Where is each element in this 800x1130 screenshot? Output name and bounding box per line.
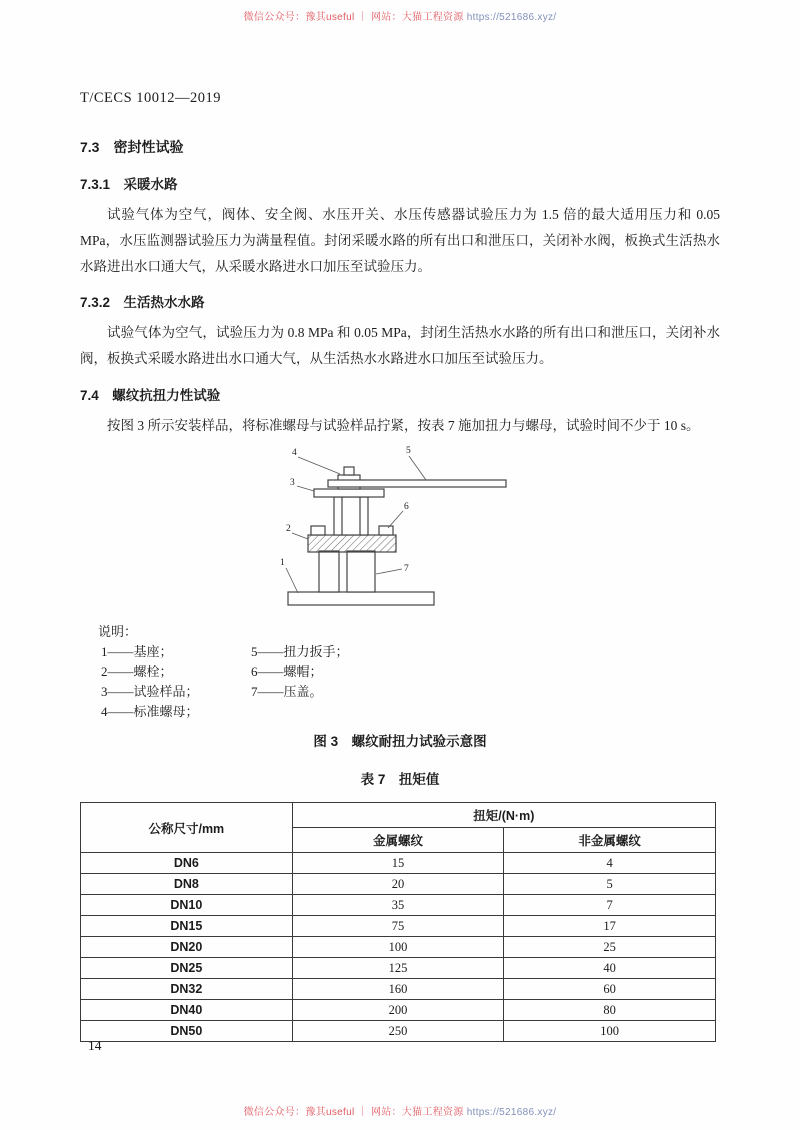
table-cell: 80: [504, 1000, 716, 1021]
table-row: [81, 916, 716, 937]
table-cell: 25: [504, 937, 716, 958]
callout-1: 1: [280, 558, 285, 568]
watermark-bottom: [0, 1103, 800, 1118]
col-header-torque-group: 扭矩/(N·m): [292, 803, 715, 828]
table-cell: 7: [504, 895, 716, 916]
paragraph-7-4: 按图 3 所示安装样品，将标准螺母与试验样品拧紧，按表 7 施加扭力与螺母，试验时间不少于 10 s。: [107, 418, 700, 433]
table-cell: DN15: [81, 916, 293, 937]
table-cell: DN50: [81, 1021, 293, 1042]
table-cell: 17: [504, 916, 716, 937]
figure-legend: [101, 642, 720, 722]
heading-7-3-2: 7.3.2 生活热水水路: [80, 295, 205, 310]
legend-title: 说明：: [98, 624, 138, 639]
col-header-metal-thread: 金属螺纹: [292, 828, 504, 853]
table-cell: 160: [292, 979, 504, 1000]
callout-5: 5: [406, 446, 411, 456]
table-cell: 250: [292, 1021, 504, 1042]
table-header-row: [81, 803, 716, 828]
table-cell: DN20: [81, 937, 293, 958]
col-header-nonmetal-thread: 非金属螺纹: [504, 828, 716, 853]
table-row: [81, 853, 716, 874]
legend-item: 6——螺帽；: [251, 664, 323, 679]
top-stub-shape: [344, 467, 354, 475]
watermark-link: https://521686.xyz/: [466, 12, 557, 23]
callout-2: 2: [286, 524, 291, 534]
heading-7-4: 7.4 螺纹抗扭力性试验: [80, 388, 221, 403]
table-cell: 5: [504, 874, 716, 895]
legend-item: 2——螺栓；: [101, 664, 173, 679]
table-cell: 125: [292, 958, 504, 979]
table-row: [81, 1021, 716, 1042]
leader-5: [409, 456, 426, 480]
clamp-band-shape: [308, 535, 396, 552]
table-row: [81, 979, 716, 1000]
table-cell: 40: [504, 958, 716, 979]
figure-3-diagram: [278, 441, 720, 618]
heading-7-3-1: 7.3.1 采暖水路: [80, 177, 178, 192]
table-cell: DN8: [81, 874, 293, 895]
watermark-text: 微信公众号：豫其useful ｜ 网站：大猫工程资源: [243, 12, 464, 23]
sample-flange-shape: [314, 489, 384, 497]
table-row: [81, 895, 716, 916]
leader-4: [298, 457, 340, 474]
leader-6: [388, 511, 403, 528]
leader-3: [297, 486, 314, 491]
torque-table: [80, 802, 716, 1042]
sample-body-shape: [334, 497, 368, 535]
table-row: [81, 874, 716, 895]
doc-number: T/CECS 10012—2019: [80, 90, 222, 106]
table-row: [81, 937, 716, 958]
table-cell: DN32: [81, 979, 293, 1000]
torque-test-apparatus-drawing: [278, 441, 518, 613]
table-cell: 20: [292, 874, 504, 895]
callout-4: 4: [292, 448, 297, 458]
table-cell: 100: [504, 1021, 716, 1042]
table-cell: 60: [504, 979, 716, 1000]
table-cell: DN6: [81, 853, 293, 874]
legend-item: 4——标准螺母；: [101, 704, 199, 719]
leader-2: [292, 533, 308, 539]
watermark-text: 微信公众号：豫其useful ｜ 网站：大猫工程资源: [243, 1107, 464, 1118]
col-header-size: 公称尺寸/mm: [81, 803, 293, 853]
torque-wrench-shape: [328, 480, 506, 487]
table-row: [81, 1000, 716, 1021]
page-content: [80, 90, 720, 1042]
table-cell: DN10: [81, 895, 293, 916]
bolt-column-shape: [319, 551, 339, 592]
heading-7-3: 7.3 密封性试验: [80, 139, 184, 155]
legend-item: 5——扭力扳手；: [251, 644, 349, 659]
figure-caption: 图 3 螺纹耐扭力试验示意图: [313, 734, 487, 749]
table-cell: 75: [292, 916, 504, 937]
callout-6: 6: [404, 502, 409, 512]
watermark-top: [0, 8, 800, 23]
table-row: [81, 958, 716, 979]
callout-3: 3: [290, 478, 295, 488]
table-cell: DN25: [81, 958, 293, 979]
table-caption: 表 7 扭矩值: [360, 772, 440, 787]
leader-7: [376, 569, 402, 574]
paragraph-7-3-1: 试验气体为空气，阀体、安全阀、水压开关、水压传感器试验压力为 1.5 倍的最大适用压力和 0.05 MPa，水压监测器试验压力为满量程值。封闭采暖水路的所有出口和泄压口，关闭补水阀，板换式生活热水水路进出水口通大气，从采暖水路进水口加压至试验压力。: [80, 207, 720, 274]
table-cell: 15: [292, 853, 504, 874]
table-cell: 4: [504, 853, 716, 874]
legend-item: 7——压盖。: [251, 684, 323, 699]
left-nut-shape: [311, 526, 325, 535]
table-cell: DN40: [81, 1000, 293, 1021]
paragraph-7-3-2: 试验气体为空气，试验压力为 0.8 MPa 和 0.05 MPa，封闭生活热水水路的所有出口和泄压口，关闭补水阀，板换式采暖水路进出水口通大气，从生活热水水路进水口加压至试验压力。: [80, 325, 720, 366]
table-cell: 35: [292, 895, 504, 916]
leader-1: [286, 568, 298, 593]
legend-item: 1——基座；: [101, 644, 173, 659]
right-nut-shape: [379, 526, 393, 535]
watermark-link: https://521686.xyz/: [466, 1107, 557, 1118]
callout-7: 7: [404, 564, 409, 574]
legend-item: 3——试验样品；: [101, 684, 199, 699]
gland-shape: [347, 551, 375, 592]
page-number: 14: [88, 1038, 102, 1053]
table-cell: 100: [292, 937, 504, 958]
table-cell: 200: [292, 1000, 504, 1021]
base-shape: [288, 592, 434, 605]
